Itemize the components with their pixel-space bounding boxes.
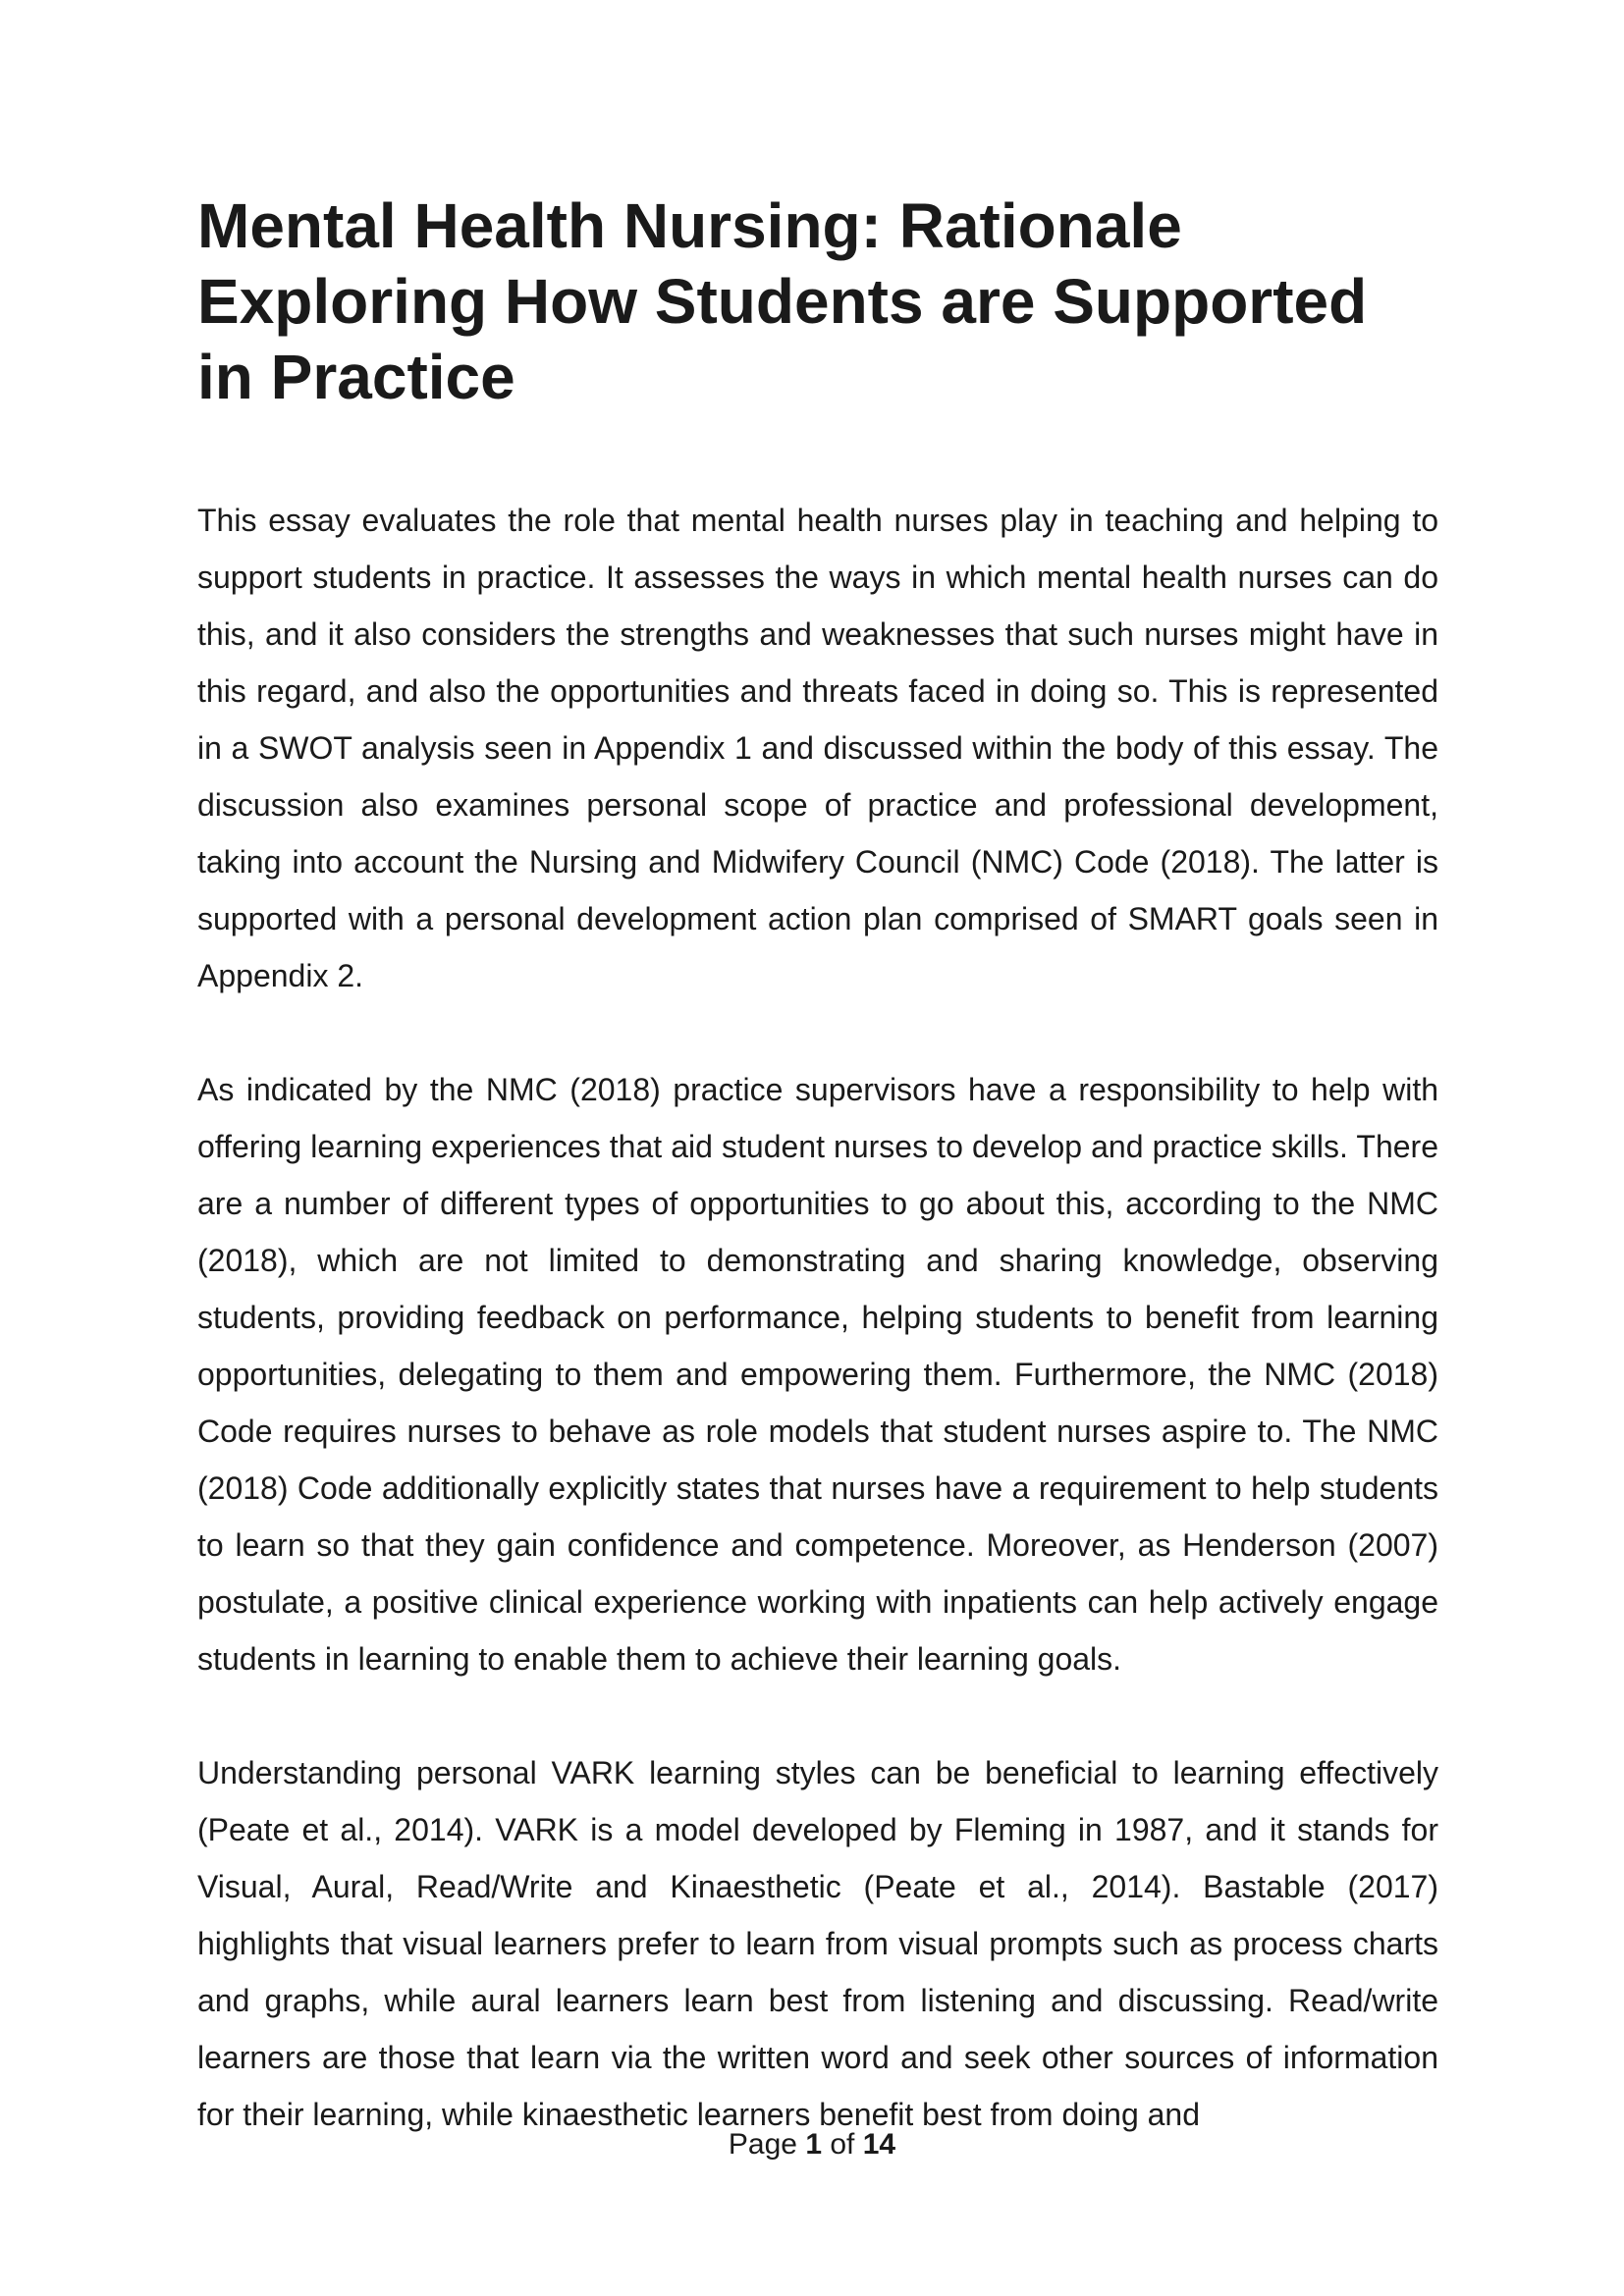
page-footer xyxy=(0,2128,1624,2162)
spacer xyxy=(197,1004,1438,1061)
total-pages-number: 14 xyxy=(862,2128,896,2161)
spacer xyxy=(197,415,1438,492)
document-body xyxy=(197,188,1438,2143)
paragraph-2: As indicated by the NMC (2018) practice supervisors have a responsibility to help with offering learning experiences that aid student nurses to develop and practice skills. There are a number of different types of opportunities to go about this, according to the NMC (2018), which are not limited to demonstrating and sharing knowledge, observing students, providing feedback on performance, helping students to benefit from learning opportunities, delegating to them and empowering them. Furthermore, the NMC (2018) Code requires nurses to behave as role models that student nurses aspire to. The NMC (2018) Code additionally explicitly states that nurses have a requirement to help students to learn so that they gain confidence and competence. Moreover, as Henderson (2007) postulate, a positive clinical experience working with inpatients can help actively engage students in learning to enable them to achieve their learning goals. xyxy=(197,1072,1438,1677)
spacer xyxy=(197,1687,1438,1744)
of-label: of xyxy=(830,2128,855,2161)
paragraph-3: Understanding personal VARK learning styles can be beneficial to learning effectively (Peate et al., 2014). VARK is a model developed by Fleming in 1987, and it stands for Visual, Aural, Read/Write and Kinaesthetic (Peate et al., 2014). Bastable (2017) highlights that visual learners prefer to learn from visual prompts such as process charts and graphs, while aural learners learn best from listening and discussing. Read/write learners are those that learn via the written word and seek other sources of information for their learning, while kinaesthetic learners benefit best from doing and xyxy=(197,1755,1438,2132)
document-title: Mental Health Nursing: Rationale Exploring How Students are Supported in Practice xyxy=(197,190,1368,412)
current-page-number: 1 xyxy=(805,2128,822,2161)
paragraph-1: This essay evaluates the role that mental health nurses play in teaching and helping to support students in practice. It assesses the ways in which mental health nurses can do this, and it also considers the strengths and weaknesses that such nurses might have in this regard, and also the opportunities and threats faced in doing so. This is represented in a SWOT analysis seen in Appendix 1 and discussed within the body of this essay. The discussion also examines personal scope of practice and professional development, taking into account the Nursing and Midwifery Council (NMC) Code (2018). The latter is supported with a personal development action plan comprised of SMART goals seen in Appendix 2. xyxy=(197,503,1438,993)
page-label: Page xyxy=(728,2128,797,2161)
